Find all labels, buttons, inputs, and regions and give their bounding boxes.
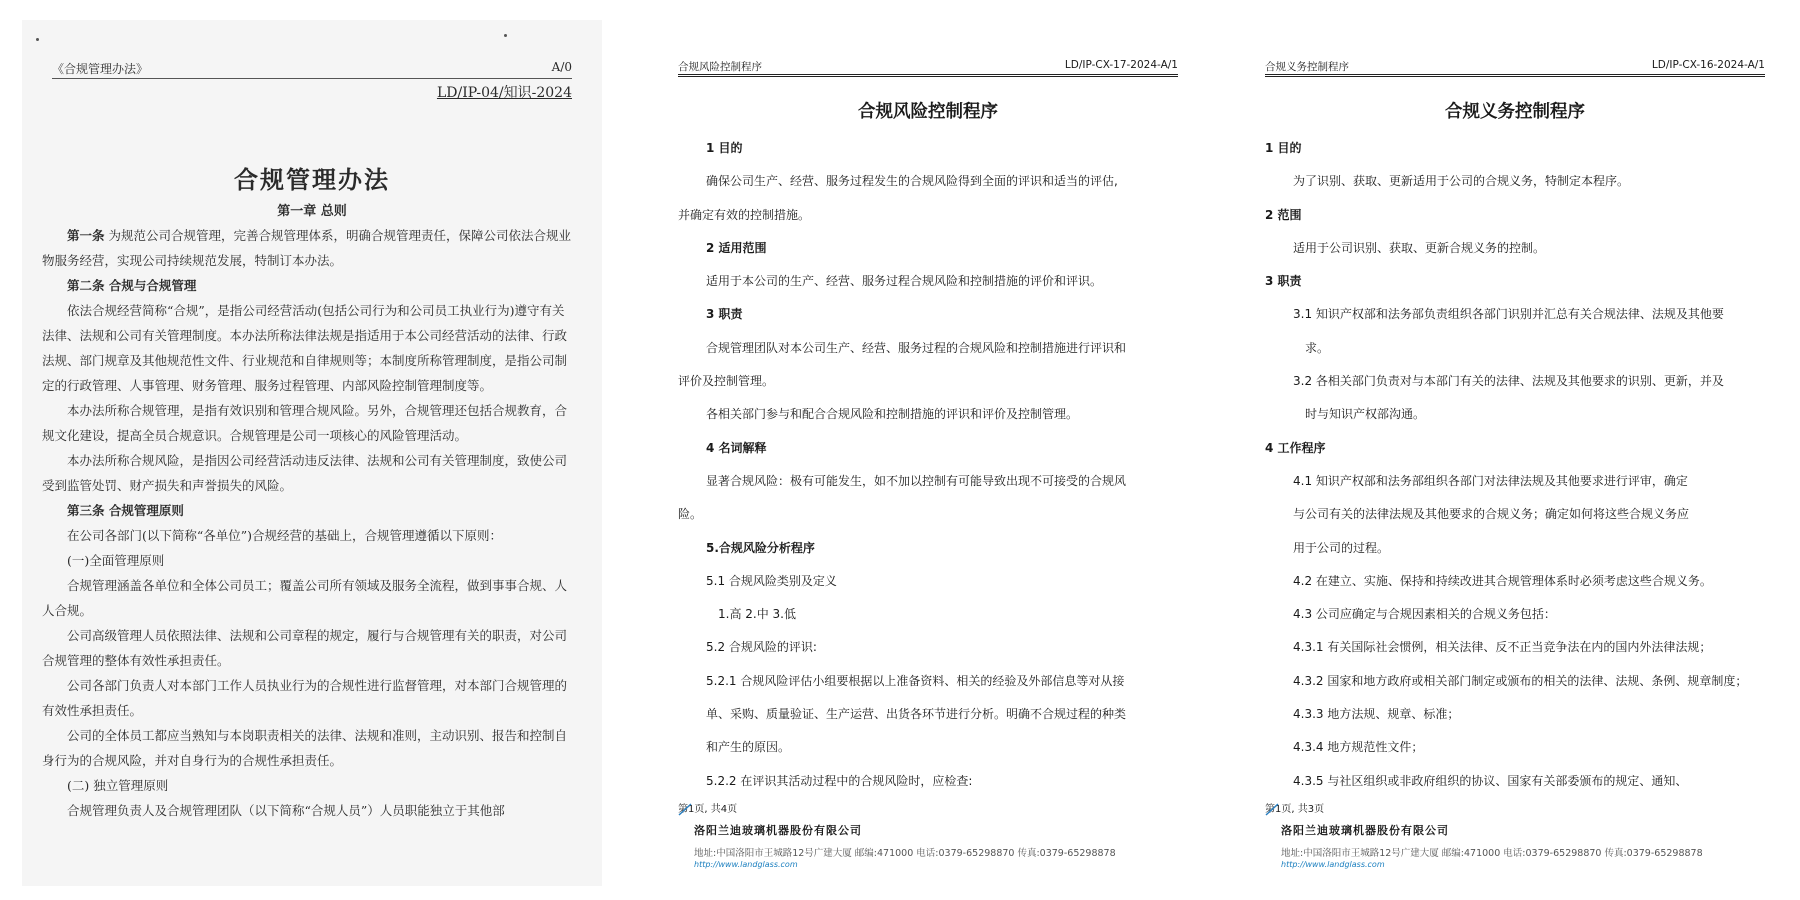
- company-name: 洛阳兰迪玻璃机器股份有限公司: [694, 824, 862, 837]
- page-number: 第1页, 共3页: [1265, 804, 1325, 815]
- text-line: 单、采购、质量验证、生产运营、出货各环节进行分析。明确不合规过程的种类: [706, 707, 1127, 722]
- text-line: 为了识别、获取、更新适用于公司的合规义务，特制定本程序。: [1293, 174, 1630, 189]
- text-line: 评价及控制管理。: [678, 374, 775, 389]
- header-doc-name: 《合规管理办法》: [52, 62, 149, 76]
- header-doc-name: 合规风险控制程序: [678, 61, 762, 73]
- text-line: 并确定有效的控制措施。: [678, 207, 811, 222]
- article-heading: 第三条 合规管理原则: [67, 503, 184, 518]
- company-website: http://www.landglass.com: [694, 860, 798, 869]
- company-name: 洛阳兰迪玻璃机器股份有限公司: [1281, 824, 1449, 837]
- document-body: [42, 223, 572, 823]
- section-heading: 3 职责: [706, 307, 743, 322]
- paragraph: [42, 273, 572, 298]
- document-title: 合规义务控制程序: [1445, 102, 1585, 122]
- text-line: 合规管理团队对本公司生产、经营、服务过程的合规风险和控制措施进行评识和: [706, 340, 1127, 355]
- text-line: 与公司有关的法律法规及其他要求的合规义务；确定如何将这些合规义务应: [1293, 507, 1690, 522]
- document-code: LD/IP-04/知识-2024: [436, 85, 572, 101]
- document-compliance-risk-control-procedure: [678, 0, 1178, 900]
- paragraph-text: 在公司各部门(以下简称“各单位”)合规经营的基础上，合规管理遵循以下原则：: [67, 528, 503, 543]
- page-footer: [1265, 800, 1765, 869]
- text-line: 4.3.2 国家和地方政府或相关部门制定或颁布的相关的法律、法规、条例、规章制度；: [1293, 673, 1748, 688]
- paragraph-text: 合规管理负责人及合规管理团队（以下简称“合规人员”）人员职能独立于其他部: [67, 803, 505, 818]
- section-heading: 5.合规风险分析程序: [706, 540, 815, 555]
- company-address: 地址:中国洛阳市王城路12号广建大厦 邮编:471000 电话:0379-65298870 传真:0379-65298878: [1281, 848, 1703, 859]
- text-line: 4.1 知识产权部和法务部组织各部门对法律法规及其他要求进行评审，确定: [1293, 473, 1688, 488]
- text-line: 4.2 在建立、实施、保持和持续改进其合规管理体系时必须考虑这些合规义务。: [1293, 573, 1712, 588]
- text-line: 3.2 各相关部门负责对与本部门有关的法律、法规及其他要求的识别、更新，并及: [1293, 374, 1724, 389]
- text-line: 4.3.5 与社区组织或非政府组织的协议、国家有关部委颁布的规定、通知、: [1293, 773, 1688, 788]
- paragraph: [42, 448, 572, 498]
- text-line: 4.3 公司应确定与合规因素相关的合规义务包括：: [1293, 607, 1556, 622]
- paragraph: [42, 223, 572, 273]
- section-heading: 1 目的: [1265, 141, 1302, 155]
- header-doc-code: LD/IP-CX-17-2024-A/1: [1064, 59, 1178, 71]
- page-header: [1265, 58, 1765, 77]
- company-website: http://www.landglass.com: [1281, 860, 1385, 869]
- paragraph: [42, 548, 572, 573]
- document-body: [678, 132, 1168, 798]
- text-line: 5.2.2 在评识其活动过程中的合规风险时，应检查:: [706, 773, 973, 788]
- paragraph: [42, 723, 572, 773]
- paragraph-text: 依法合规经营简称“合规”，是指公司经营活动(包括公司行为和公司员工执业行为)遵守有关法律、法规和公司有关管理制度。本办法所称法律法规是指适用于本公司经营活动的法律、行政法规、部门规章及其他规范性文件、行业规范和自律规则等；本制度所称管理制度，是指公司制定的行政管理、人事管理、财务管理、服务过程管理、内部风险控制管理制度等。: [42, 303, 568, 393]
- document-compliance-management-measures: [22, 20, 602, 886]
- text-line: 适用于公司识别、获取、更新合规义务的控制。: [1293, 240, 1546, 255]
- page-number: 第1页, 共4页: [678, 804, 738, 815]
- header-doc-code: LD/IP-CX-16-2024-A/1: [1651, 59, 1765, 71]
- scan-speck: [504, 34, 507, 37]
- paragraph: [42, 673, 572, 723]
- section-heading: 4 名词解释: [706, 440, 767, 455]
- paragraph-text: 本办法所称合规管理，是指有效识别和管理合规风险。另外，合规管理还包括合规教育，合规文化建设，提高全员合规意识。合规管理是公司一项核心的风险管理活动。: [42, 403, 568, 443]
- text-line: 4.3.1 有关国际社会惯例，相关法律、反不正当竞争法在内的国内外法律法规；: [1293, 640, 1712, 655]
- text-line: 1.高 2.中 3.低: [718, 607, 796, 622]
- paragraph: [42, 623, 572, 673]
- document-body: [1265, 132, 1755, 798]
- page-header: [52, 58, 572, 79]
- paragraph-text: 公司的全体员工都应当熟知与本岗职责相关的法律、法规和准则，主动识别、报告和控制自身行为的合规风险，并对自身行为的合规性承担责任。: [42, 728, 568, 768]
- paragraph: [42, 523, 572, 548]
- text-line: 求。: [1305, 340, 1330, 355]
- document-title: 合规管理办法: [234, 165, 390, 194]
- paragraph: [42, 773, 572, 798]
- chapter-heading: 第一章 总则: [277, 204, 347, 219]
- text-line: 确保公司生产、经营、服务过程发生的合规风险得到全面的评识和适当的评估,: [706, 174, 1118, 189]
- text-line: 5.2 合规风险的评识:: [706, 640, 817, 655]
- document-compliance-obligation-control-procedure: [1265, 0, 1765, 900]
- text-line: 显著合规风险：极有可能发生，如不加以控制有可能导致出现不可接受的合规风: [706, 473, 1127, 488]
- paragraph-text: 合规管理涵盖各单位和全体公司员工；覆盖公司所有领域及服务全流程，做到事事合规、人人合规。: [42, 578, 568, 618]
- paragraph: [42, 298, 572, 398]
- paragraph-text: 公司各部门负责人对本部门工作人员执业行为的合规性进行监督管理，对本部门合规管理的有效性承担责任。: [42, 678, 568, 718]
- paragraph: [42, 498, 572, 523]
- text-line: 5.2.1 合规风险评估小组要根据以上准备资料、相关的经验及外部信息等对从接: [706, 673, 1125, 688]
- page-header: [678, 58, 1178, 77]
- article-heading: 第一条: [67, 228, 105, 243]
- paragraph-text: 为规范公司合规管理，完善合规管理体系，明确合规管理责任，保障公司依法合规业物服务经营，实现公司持续规范发展，特制订本办法。: [42, 228, 571, 268]
- paragraph-text: (二) 独立管理原则: [67, 778, 169, 793]
- text-line: 用于公司的过程。: [1293, 540, 1390, 555]
- company-logo-icon: [1265, 802, 1279, 816]
- section-heading: 2 范围: [1265, 207, 1302, 222]
- section-heading: 2 适用范围: [706, 240, 767, 255]
- text-line: 时与知识产权部沟通。: [1305, 407, 1426, 422]
- text-line: 4.3.3 地方法规、规章、标准；: [1293, 707, 1460, 722]
- section-heading: 1 目的: [706, 141, 743, 155]
- text-line: 各相关部门参与和配合合规风险和控制措施的评识和评价及控制管理。: [706, 407, 1079, 422]
- paragraph: [42, 798, 572, 823]
- article-heading: 第二条 合规与合规管理: [67, 278, 197, 293]
- section-heading: 3 职责: [1265, 274, 1302, 289]
- company-logo-icon: [678, 802, 692, 816]
- paragraph-text: (一)全面管理原则: [67, 553, 165, 568]
- text-line: 5.1 合规风险类别及定义: [706, 573, 837, 588]
- document-title: 合规风险控制程序: [858, 102, 998, 122]
- text-line: 3.1 知识产权部和法务部负责组织各部门识别并汇总有关合规法律、法规及其他要: [1293, 307, 1724, 322]
- paragraph: [42, 398, 572, 448]
- header-version: A/0: [551, 60, 572, 74]
- header-doc-name: 合规义务控制程序: [1265, 61, 1349, 73]
- paragraph: [42, 573, 572, 623]
- text-line: 适用于本公司的生产、经营、服务过程合规风险和控制措施的评价和评识。: [706, 274, 1103, 289]
- text-line: 4.3.4 地方规范性文件；: [1293, 740, 1424, 755]
- paragraph-text: 本办法所称合规风险，是指因公司经营活动违反法律、法规和公司有关管理制度，致使公司受到监管处罚、财产损失和声誉损失的风险。: [42, 453, 568, 493]
- text-line: 和产生的原因。: [706, 740, 791, 755]
- company-address: 地址:中国洛阳市王城路12号广建大厦 邮编:471000 电话:0379-65298870 传真:0379-65298878: [694, 848, 1116, 859]
- page-footer: [678, 800, 1178, 869]
- scan-speck: [36, 38, 39, 41]
- paragraph-text: 公司高级管理人员依照法律、法规和公司章程的规定，履行与合规管理有关的职责，对公司合规管理的整体有效性承担责任。: [42, 628, 568, 668]
- text-line: 险。: [678, 507, 703, 522]
- section-heading: 4 工作程序: [1265, 440, 1326, 455]
